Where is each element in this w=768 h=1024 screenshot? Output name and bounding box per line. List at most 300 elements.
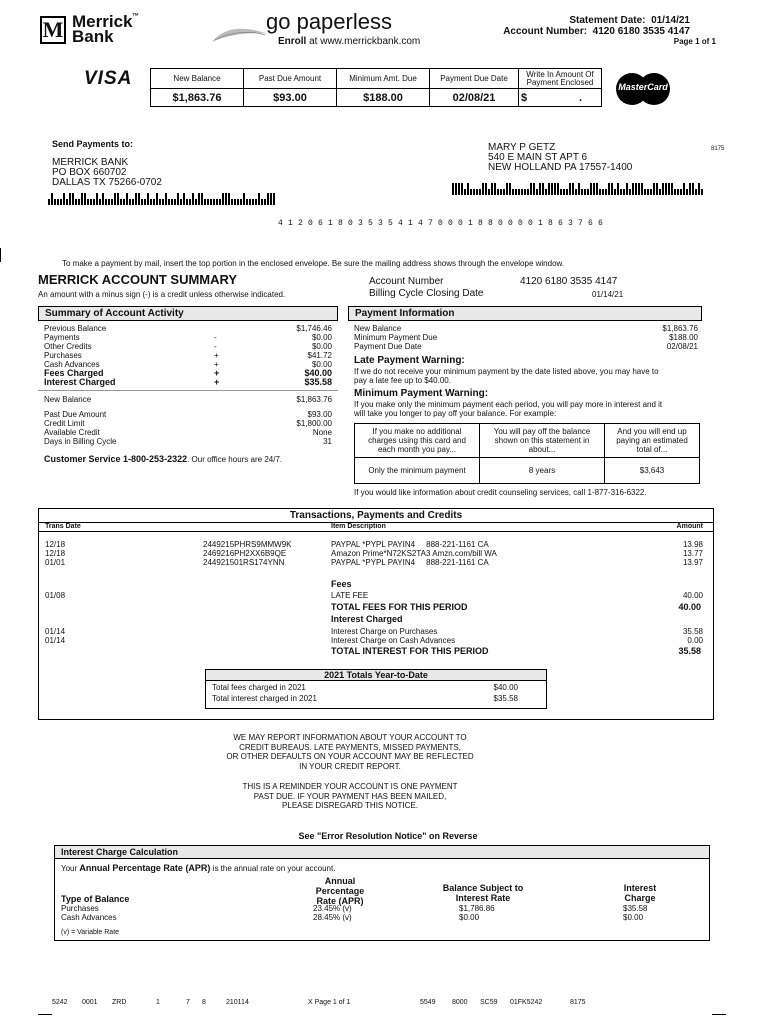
barcode-bar — [174, 199, 176, 205]
barcode-bar — [120, 199, 122, 205]
summary-cycle-value: 01/14/21 — [592, 290, 624, 299]
customer-service — [38, 446, 338, 464]
coupon-dollar-sign: $ — [521, 91, 528, 104]
interest-calc-title: Interest Charge Calculation — [55, 846, 709, 859]
barcode-bar — [494, 183, 496, 195]
summary-acct-label: Account Number — [369, 276, 444, 287]
activity-row — [44, 342, 332, 351]
barcode-bar — [473, 189, 475, 195]
barcode-bar — [461, 183, 463, 195]
activity-row-value: $40.00 — [304, 368, 332, 378]
barcode-bar — [536, 189, 538, 195]
barcode-bar — [240, 199, 242, 205]
activity-row-sign: - — [214, 342, 217, 351]
activity-row-value: None — [312, 428, 332, 437]
barcode-bar — [680, 189, 682, 195]
barcode-bar — [273, 193, 275, 205]
payment-info-label: New Balance — [354, 324, 402, 333]
barcode-bar — [75, 199, 77, 205]
barcode-bar — [243, 193, 245, 205]
barcode-bar — [455, 183, 457, 195]
past-due-reminder: THIS IS A REMINDER YOUR ACCOUNT IS ONE PAYMENT PAST DUE. IF YOUR PAYMENT HAS BEEN MAILED, PLEASE DISREGARD THIS NOTICE. — [242, 782, 458, 810]
coupon-due-date: 02/08/21 — [430, 89, 519, 107]
barcode-bar — [177, 193, 179, 205]
barcode-bar — [605, 189, 607, 195]
barcode-bar — [198, 193, 200, 205]
barcode-bar — [60, 199, 62, 205]
activity-row-label: Credit Limit — [44, 419, 85, 428]
barcode-bar — [270, 193, 272, 205]
payment-info-value: $188.00 — [669, 333, 698, 342]
barcode-bar — [458, 183, 460, 195]
barcode-bar — [641, 183, 643, 195]
balance-charge: $35.58 — [623, 904, 648, 913]
barcode-bar — [126, 193, 128, 205]
barcode-bar — [138, 193, 140, 205]
barcode-bar — [195, 199, 197, 205]
col-trans-date: Trans Date — [45, 523, 81, 530]
txn-reference: 244921501RS174YNN — [203, 558, 285, 567]
barcode-bar — [147, 193, 149, 205]
coupon-header-due-date: Payment Due Date — [430, 69, 519, 89]
customer-service-phone[interactable]: Customer Service 1-800-253-2322 — [44, 454, 188, 464]
fees-title: Fees — [331, 579, 352, 589]
barcode-bar — [467, 183, 469, 195]
customer-line: 540 E MAIN ST APT 6 — [488, 152, 588, 163]
txn-amount: 35.58 — [682, 627, 703, 636]
col-header-rule — [39, 531, 713, 532]
footer-code: 8 — [202, 999, 206, 1006]
barcode-bar — [626, 183, 628, 195]
barcode-bar — [539, 183, 541, 195]
barcode-bar — [623, 189, 625, 195]
barcode-bar — [234, 199, 236, 205]
barcode-bar — [201, 193, 203, 205]
txn-amount: 0.00 — [687, 636, 703, 645]
barcode-bar — [222, 193, 224, 205]
txn-amount: 13.77 — [682, 549, 703, 558]
grid-header-total: And you will end up paying an estimated total of... — [605, 424, 700, 458]
barcode-bar — [491, 183, 493, 195]
barcode-bar — [255, 199, 257, 205]
counseling-text: If you would like information about credit counseling services, call 1-877-316-6322. — [354, 488, 647, 497]
footer-code: 01FK5242 — [510, 999, 543, 1006]
transactions-panel — [38, 508, 714, 720]
barcode-bar — [590, 183, 592, 195]
barcode-bar — [524, 189, 526, 195]
activity-row — [44, 351, 332, 360]
txn-date: 01/01 — [45, 558, 66, 567]
coupon-header-new-balance: New Balance — [151, 69, 244, 89]
mailing-instruction: To make a payment by mail, insert the top portion in the enclosed envelope. Be sure the mailing address shows through the envelope window. — [62, 259, 565, 268]
activity-row-label: Days in Billing Cycle — [44, 437, 117, 446]
interest-calc-panel — [54, 845, 710, 941]
table-row — [45, 591, 703, 600]
remit-line: DALLAS TX 75266-0702 — [52, 177, 162, 188]
barcode-bar — [545, 189, 547, 195]
barcode-bar — [635, 183, 637, 195]
barcode-bar — [614, 189, 616, 195]
barcode-bar — [632, 183, 634, 195]
table-row — [45, 558, 703, 567]
barcode-bar — [527, 189, 529, 195]
activity-row-value: $1,746.46 — [296, 324, 332, 333]
barcode-bar — [671, 183, 673, 195]
txn-date: 01/08 — [45, 591, 66, 600]
footer-rule-left — [38, 1014, 52, 1015]
activity-row-label: Interest Charged — [44, 377, 116, 387]
logo-text-merrick: Merrick — [72, 12, 133, 31]
barcode-bar — [189, 199, 191, 205]
table-row — [45, 540, 703, 549]
remit-address — [52, 158, 162, 188]
barcode-bar — [530, 183, 532, 195]
barcode-bar — [470, 189, 472, 195]
grid-row-pay: Only the minimum payment — [355, 458, 480, 484]
barcode-bar — [111, 199, 113, 205]
col-amount: Amount — [676, 523, 703, 530]
statement-date: 01/14/21 — [651, 15, 690, 26]
barcode-bar — [135, 193, 137, 205]
footer-code: X Page 1 of 1 — [308, 999, 351, 1006]
barcode-bar — [261, 199, 263, 205]
barcode-bar — [141, 199, 143, 205]
col-type-of-balance: Type of Balance — [61, 894, 130, 904]
payment-info-row — [354, 342, 698, 351]
activity-rows — [38, 321, 338, 387]
barcode-bar — [69, 193, 71, 205]
payment-info-label: Payment Due Date — [354, 342, 422, 351]
barcode-bar — [464, 189, 466, 195]
payment-info-label: Minimum Payment Due — [354, 333, 438, 342]
footer-code: 1 — [156, 999, 160, 1006]
account-summary-note: An amount with a minus sign (-) is a credit unless otherwise indicated. — [38, 290, 286, 299]
txn-reference: 2469216PH2XX6B9QE — [203, 549, 287, 558]
barcode-bar — [482, 183, 484, 195]
barcode-bar — [566, 189, 568, 195]
grid-header-pay: If you make no additional charges using this card and each month you pay... — [355, 424, 480, 458]
barcode-bar — [572, 183, 574, 195]
balance-subject: $0.00 — [459, 913, 480, 922]
barcode-bar — [84, 193, 86, 205]
min-warning-title: Minimum Payment Warning: — [354, 388, 489, 399]
barcode-bar — [563, 189, 565, 195]
txn-description: Amazon Prime*N72KS2TA3 Amzn.com/bill WA — [331, 549, 497, 558]
account-number: 4120 6180 3535 4147 — [592, 26, 690, 37]
activity-row — [44, 437, 332, 446]
payment-info-rows — [348, 321, 702, 351]
activity-row-value: $41.72 — [307, 351, 332, 360]
barcode-bar — [87, 199, 89, 205]
barcode-bar — [452, 183, 454, 195]
activity-new-balance — [38, 390, 338, 404]
customer-address — [488, 143, 632, 173]
barcode-bar — [180, 199, 182, 205]
enroll-bold: Enroll — [278, 36, 307, 47]
enroll-text — [278, 36, 420, 47]
leaf-swirl-icon — [210, 24, 270, 46]
logo-mark-icon: M — [40, 16, 66, 44]
footer-code: ZRD — [112, 999, 127, 1006]
footer-codes — [0, 999, 768, 1009]
col-interest-charge: Interest Charge — [623, 883, 657, 903]
min-payment-grid — [354, 423, 700, 484]
col-apr: Annual Percentage Rate (APR) — [315, 876, 365, 906]
barcode-bar — [668, 183, 670, 195]
barcode-bar — [51, 193, 53, 205]
activity-row-value: $0.00 — [311, 333, 332, 342]
barcode-bar — [162, 199, 164, 205]
barcode-bar — [204, 199, 206, 205]
statement-date-label: Statement Date: — [569, 15, 646, 26]
barcode-bar — [548, 183, 550, 195]
barcode-bar — [617, 183, 619, 195]
barcode-bar — [153, 199, 155, 205]
barcode-bar — [515, 189, 517, 195]
barcode-bar — [506, 183, 508, 195]
barcode-bar — [267, 193, 269, 205]
barcode-bar — [485, 183, 487, 195]
fees-total-label: TOTAL FEES FOR THIS PERIOD — [331, 602, 468, 612]
footer-code: SC59 — [480, 999, 498, 1006]
barcode-bar — [656, 183, 658, 195]
barcode-bar — [114, 193, 116, 205]
barcode-bar — [213, 199, 215, 205]
table-row — [61, 904, 701, 913]
txn-description: PAYPAL *PYPL PAYIN4 888-221-1161 CA — [331, 558, 489, 567]
barcode-bar — [650, 189, 652, 195]
activity-row-label: Payments — [44, 333, 80, 342]
barcode-bar — [596, 183, 598, 195]
barcode-bar — [608, 183, 610, 195]
barcode-bar — [63, 193, 65, 205]
barcode-bar — [231, 199, 233, 205]
ytd-interest-label: Total interest charged in 2021 — [212, 694, 317, 703]
barcode-bar — [150, 199, 152, 205]
variable-rate-footnote: (v) = Variable Rate — [61, 929, 120, 936]
paperless-title: go paperless — [266, 9, 392, 34]
tick-left — [0, 248, 1, 262]
activity-row — [44, 324, 332, 333]
barcode-bar — [123, 199, 125, 205]
activity-rows-2 — [38, 404, 338, 446]
interest-title: Interest Charged — [331, 614, 403, 624]
balance-apr: 23.45% (v) — [313, 904, 352, 913]
barcode-bar — [698, 183, 700, 195]
barcode-bar — [78, 199, 80, 205]
activity-row-value: $93.00 — [307, 410, 332, 419]
activity-row-label: Other Credits — [44, 342, 92, 351]
ytd-row — [206, 692, 546, 703]
barcode-bar — [578, 183, 580, 195]
barcode-bar — [168, 199, 170, 205]
barcode-bar — [653, 183, 655, 195]
barcode-bar — [500, 189, 502, 195]
table-row — [61, 913, 701, 922]
payment-coupon-table — [150, 68, 602, 107]
customer-line: NEW HOLLAND PA 17557-1400 — [488, 162, 633, 173]
statement-meta — [503, 15, 690, 37]
customer-line: MARY P GETZ — [488, 142, 556, 153]
barcode-bar — [620, 189, 622, 195]
barcode-bar — [186, 199, 188, 205]
interest-total-label: TOTAL INTEREST FOR THIS PERIOD — [331, 646, 489, 656]
ytd-box — [205, 669, 547, 709]
barcode-bar — [210, 199, 212, 205]
barcode-bar — [644, 189, 646, 195]
barcode-bar — [593, 183, 595, 195]
customer-service-hours: . Our office hours are 24/7. — [187, 455, 283, 464]
logo-tm: ™ — [132, 13, 139, 20]
remit-line: MERRICK BANK — [52, 157, 129, 168]
balance-type: Purchases — [61, 904, 99, 913]
barcode-bar — [171, 199, 173, 205]
barcode-bar — [551, 183, 553, 195]
balance-apr: 28.45% (v) — [313, 913, 352, 922]
barcode-bar — [701, 189, 703, 195]
barcode-bar — [237, 199, 239, 205]
enroll-url[interactable]: at www.merrickbank.com — [309, 36, 421, 47]
fee-rows — [45, 591, 703, 600]
table-row — [45, 627, 703, 636]
barcode-bar — [252, 199, 254, 205]
barcode-bar — [557, 183, 559, 195]
remit-line: PO BOX 660702 — [52, 167, 127, 178]
coupon-header-write-in: Write In Amount Of Payment Enclosed — [519, 69, 602, 89]
footer-rule-right — [712, 1014, 726, 1015]
payment-info-row — [354, 324, 698, 333]
payment-info-row — [354, 333, 698, 342]
barcode-bar — [105, 199, 107, 205]
txn-reference: 2449215PHRS9MMW9K — [203, 540, 292, 549]
activity-row-sign: + — [214, 360, 219, 369]
activity-row-label: Fees Charged — [44, 368, 104, 378]
barcode-bar — [228, 193, 230, 205]
txn-description: PAYPAL *PYPL PAYIN4 888-221-1161 CA — [331, 540, 489, 549]
balance-subject: $1,786.86 — [459, 904, 495, 913]
coupon-min-due: $188.00 — [337, 89, 430, 107]
account-number-label: Account Number: — [503, 26, 588, 37]
coupon-header-min-due: Minimum Amt. Due — [337, 69, 430, 89]
ytd-fees-value: $40.00 — [493, 683, 518, 692]
barcode-bar — [57, 199, 59, 205]
account-summary-title: MERRICK ACCOUNT SUMMARY — [38, 272, 238, 287]
error-resolution-notice: See "Error Resolution Notice" on Reverse — [298, 831, 478, 841]
txn-amount: 13.98 — [682, 540, 703, 549]
footer-code: 5549 — [420, 999, 436, 1006]
footer-code: 8175 — [570, 999, 586, 1006]
barcode-bar — [512, 189, 514, 195]
activity-row-value: $35.58 — [304, 377, 332, 387]
customer-code: 8175 — [711, 146, 725, 152]
apr-intro-bold: Annual Percentage Rate (APR) — [79, 863, 211, 873]
activity-row-label: Available Credit — [44, 428, 100, 437]
remit-barcode — [48, 193, 278, 205]
barcode-bar — [503, 189, 505, 195]
activity-row-value: $1,800.00 — [296, 419, 332, 428]
barcode-bar — [659, 189, 661, 195]
barcode-bar — [249, 199, 251, 205]
barcode-bar — [108, 199, 110, 205]
activity-new-balance-label: New Balance — [44, 395, 92, 404]
col-balance-subject: Balance Subject to Interest Rate — [442, 883, 524, 903]
activity-row-label: Previous Balance — [44, 324, 107, 333]
apr-intro: Your Annual Percentage Rate (APR) is the annual rate on your account. — [61, 863, 336, 873]
interest-calc-rows — [61, 904, 701, 922]
interest-total: 35.58 — [678, 646, 701, 656]
footer-code: 8000 — [452, 999, 468, 1006]
activity-row-label: Purchases — [44, 351, 82, 360]
table-row — [45, 636, 703, 645]
page-info: Page 1 of 1 — [673, 37, 716, 46]
barcode-bar — [66, 199, 68, 205]
activity-row — [44, 419, 332, 428]
barcode-bar — [93, 199, 95, 205]
activity-row — [44, 428, 332, 437]
activity-row-label: Cash Advances — [44, 360, 100, 369]
coupon-write-in-amount[interactable] — [519, 89, 602, 107]
barcode-bar — [695, 189, 697, 195]
balance-type: Cash Advances — [61, 913, 117, 922]
coupon-cents-dot: . — [579, 91, 583, 104]
barcode-bar — [258, 193, 260, 205]
barcode-bar — [183, 193, 185, 205]
ytd-fees-label: Total fees charged in 2021 — [212, 683, 306, 692]
barcode-bar — [692, 183, 694, 195]
barcode-bar — [48, 199, 50, 205]
late-warning-title: Late Payment Warning: — [354, 355, 465, 366]
barcode-bar — [662, 183, 664, 195]
barcode-bar — [518, 189, 520, 195]
activity-title: Summary of Account Activity — [38, 306, 338, 321]
transaction-rows — [45, 540, 703, 567]
barcode-bar — [159, 199, 161, 205]
footer-code: 5242 — [52, 999, 68, 1006]
activity-new-balance-value: $1,863.76 — [296, 395, 332, 404]
txn-date: 12/18 — [45, 540, 66, 549]
activity-row-label: Past Due Amount — [44, 410, 107, 419]
payment-info-panel — [348, 306, 702, 497]
table-row — [45, 549, 703, 558]
barcode-bar — [602, 189, 604, 195]
barcode-bar — [521, 189, 523, 195]
barcode-bar — [144, 199, 146, 205]
paperless-banner — [210, 10, 450, 52]
barcode-bar — [611, 183, 613, 195]
activity-row — [44, 410, 332, 419]
barcode-bar — [225, 193, 227, 205]
barcode-bar — [575, 189, 577, 195]
barcode-bar — [683, 183, 685, 195]
grid-header-time: You will pay off the balance shown on this statement in about... — [480, 424, 605, 458]
barcode-bar — [533, 183, 535, 195]
barcode-bar — [638, 183, 640, 195]
barcode-bar — [581, 189, 583, 195]
barcode-bar — [479, 189, 481, 195]
payment-info-title: Payment Information — [348, 306, 702, 321]
send-payments-label: Send Payments to: — [52, 139, 134, 149]
barcode-bar — [54, 199, 56, 205]
barcode-bar — [584, 189, 586, 195]
visa-logo: VISA — [84, 68, 133, 89]
barcode-bar — [117, 193, 119, 205]
credit-bureau-notice: WE MAY REPORT INFORMATION ABOUT YOUR ACCOUNT TO CREDIT BUREAUS. LATE PAYMENTS, MISSED PAYMENTS, OR OTHER DEFAULTS ON YOUR ACCOUNT MAY BE REFLECTED IN YOUR CREDIT REPORT. — [226, 733, 474, 771]
barcode-bar — [165, 193, 167, 205]
barcode-bar — [629, 189, 631, 195]
payment-info-value: 02/08/21 — [666, 342, 698, 351]
barcode-bar — [132, 199, 134, 205]
barcode-bar — [542, 183, 544, 195]
